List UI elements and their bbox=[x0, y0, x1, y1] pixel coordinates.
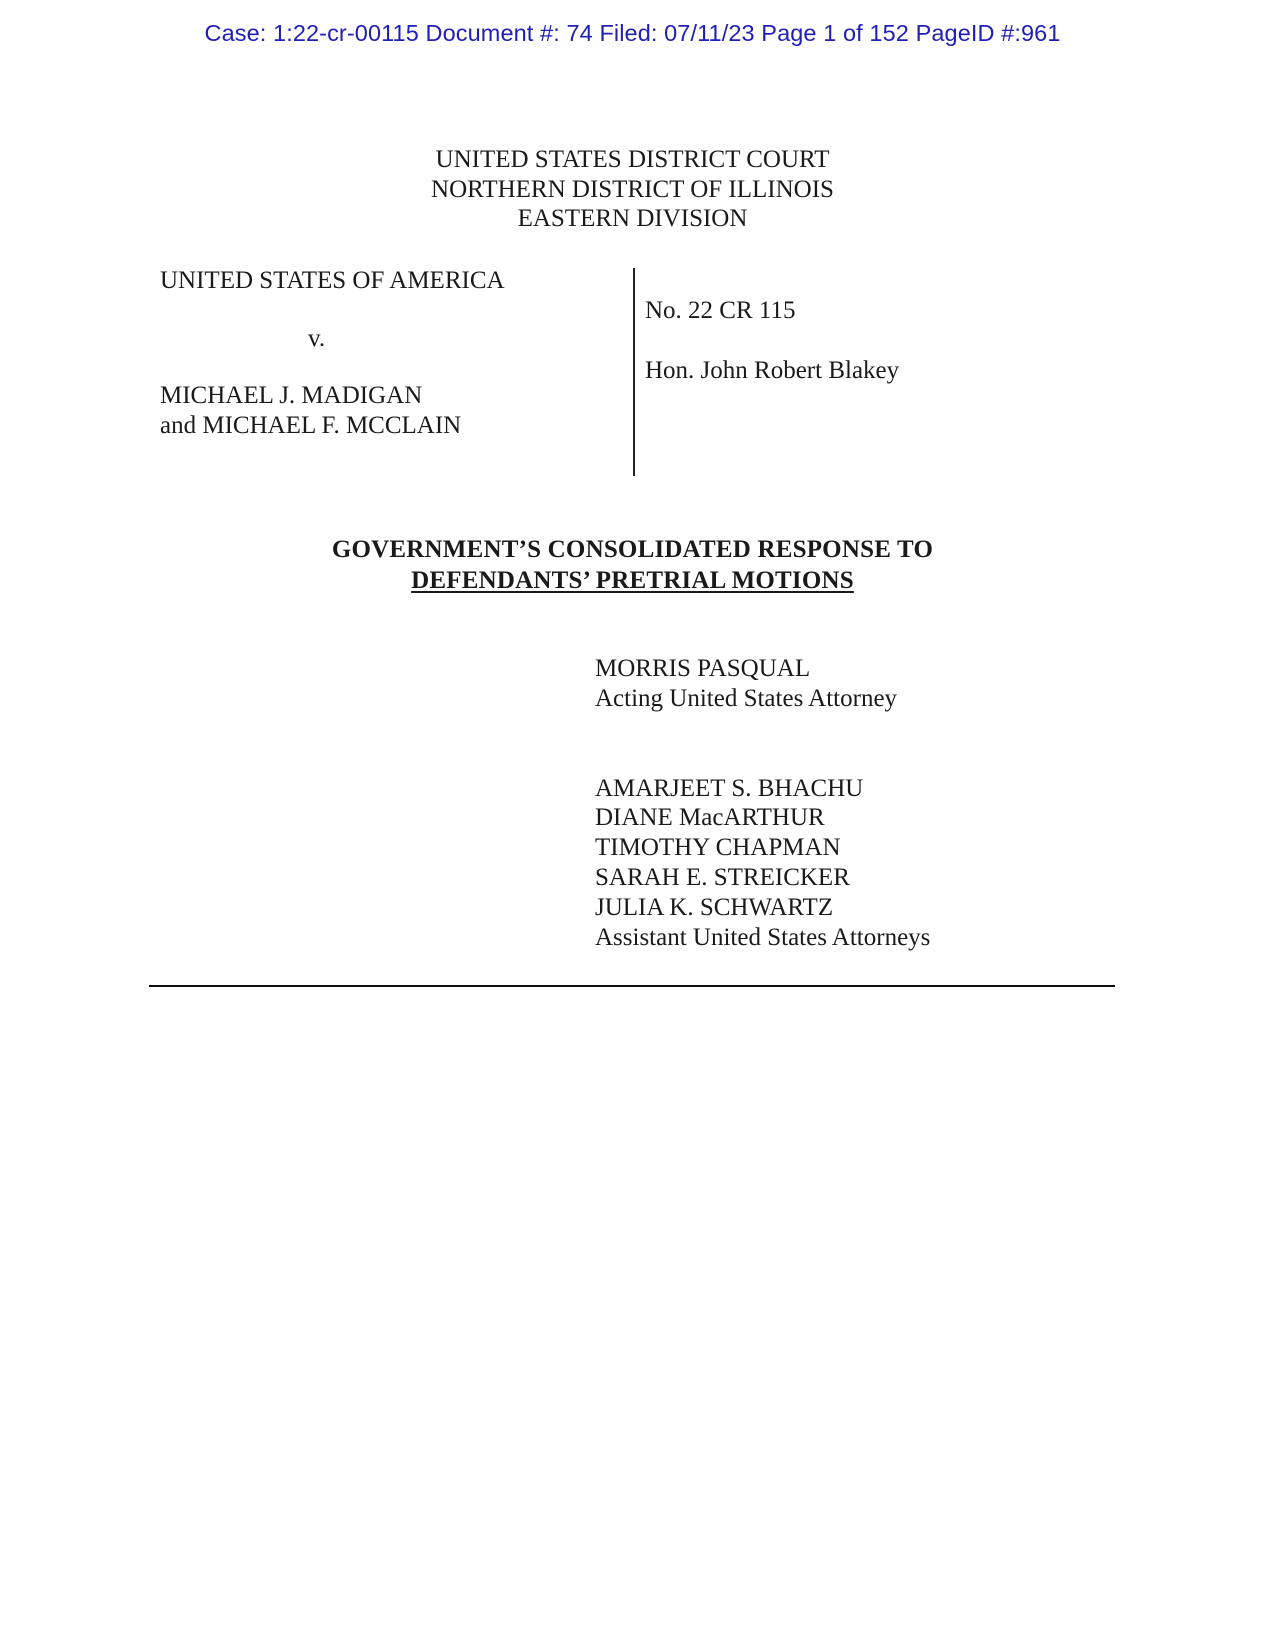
assistant-attorney: AMARJEET S. BHACHU bbox=[595, 774, 864, 802]
horizontal-rule bbox=[149, 985, 1115, 987]
us-attorney-title: Acting United States Attorney bbox=[595, 684, 898, 712]
court-division: EASTERN DIVISION bbox=[517, 205, 748, 232]
case-caption-parties bbox=[160, 266, 505, 440]
signature-spacer bbox=[595, 714, 930, 774]
case-number: No. 22 CR 115 bbox=[645, 297, 796, 324]
document-title-line-2: DEFENDANTS’ PRETRIAL MOTIONS bbox=[411, 566, 854, 594]
assistant-attorney: JULIA K. SCHWARTZ bbox=[595, 893, 834, 921]
document-title-line-1: GOVERNMENT’S CONSOLIDATED RESPONSE TO bbox=[331, 536, 934, 563]
document-title bbox=[0, 535, 1265, 596]
versus: v. bbox=[308, 324, 326, 352]
defendant-1: MICHAEL J. MADIGAN bbox=[160, 382, 423, 409]
court-name: UNITED STATES DISTRICT COURT bbox=[435, 146, 830, 173]
assistant-attorneys-title: Assistant United States Attorneys bbox=[595, 923, 931, 951]
caption-divider bbox=[633, 268, 635, 476]
court-heading bbox=[0, 145, 1265, 234]
assistant-attorney: DIANE MacARTHUR bbox=[595, 804, 825, 832]
court-district: NORTHERN DISTRICT OF ILLINOIS bbox=[431, 175, 834, 203]
plaintiff: UNITED STATES OF AMERICA bbox=[160, 267, 505, 294]
filing-stamp-header: Case: 1:22-cr-00115 Document #: 74 Filed: 07/11/23 Page 1 of 152 PageID #:961 bbox=[204, 20, 1061, 46]
assistant-attorney: SARAH E. STREICKER bbox=[595, 863, 850, 891]
signature-block bbox=[595, 654, 930, 952]
defendant-2: and MICHAEL F. MCCLAIN bbox=[160, 411, 462, 439]
assistant-attorney: TIMOTHY CHAPMAN bbox=[595, 834, 841, 862]
case-caption-details bbox=[645, 296, 899, 385]
us-attorney-name: MORRIS PASQUAL bbox=[595, 655, 811, 682]
presiding-judge: Hon. John Robert Blakey bbox=[645, 356, 900, 384]
